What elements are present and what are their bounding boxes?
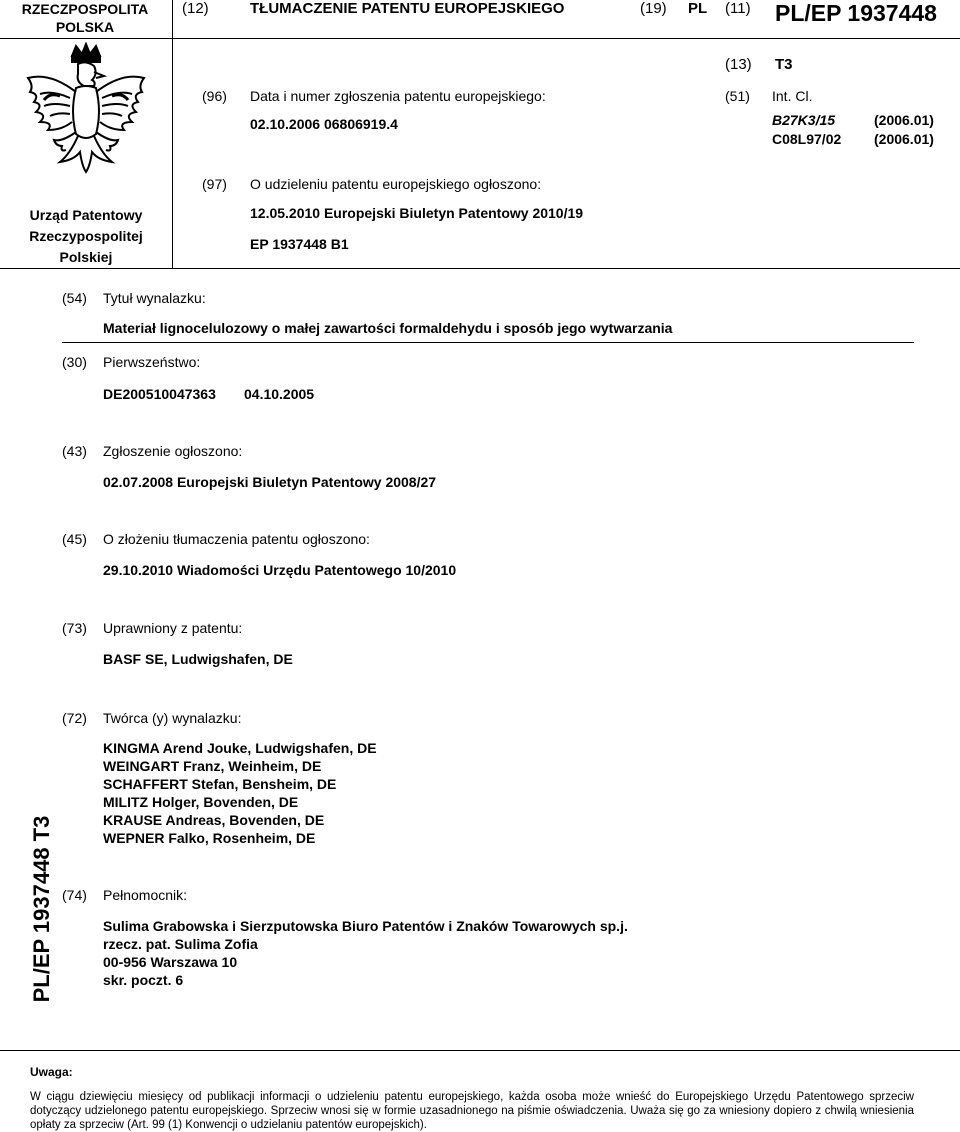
patent-number: PL/EP 1937448 (775, 0, 937, 26)
header-rule (172, 38, 960, 39)
translation-label: O złożeniu tłumaczenia patentu ogłoszono: (103, 531, 370, 547)
footer-rule (0, 1050, 960, 1051)
attorney-line: 00-956 Warszawa 10 (103, 954, 238, 970)
priority-date: 04.10.2005 (244, 386, 315, 402)
filing-value: 02.10.2006 06806919.4 (250, 116, 398, 132)
inventor: MILITZ Holger, Bovenden, DE (103, 794, 299, 810)
code-97: (97) (202, 176, 227, 192)
holder-label: Uprawniony z patentu: (103, 620, 243, 636)
code-72: (72) (62, 710, 87, 726)
code-43: (43) (62, 443, 87, 459)
code-12: (12) (182, 0, 209, 17)
attorney-block (103, 917, 628, 989)
code-51: (51) (725, 88, 750, 104)
code-11: (11) (725, 0, 751, 17)
inventor: KRAUSE Andreas, Bovenden, DE (103, 812, 325, 828)
section-rule (0, 268, 960, 269)
code-19: (19) (640, 0, 667, 17)
attorney-line: skr. poczt. 6 (103, 972, 184, 988)
code-45: (45) (62, 531, 87, 547)
inventors-list (103, 739, 377, 847)
code-74: (74) (62, 887, 87, 903)
code-73: (73) (62, 620, 87, 636)
priority-number: DE200510047363 (103, 386, 216, 402)
inventor: SCHAFFERT Stefan, Bensheim, DE (103, 776, 337, 792)
intcl-2-date: (2006.01) (874, 131, 934, 147)
title-label: Tytuł wynalazku: (103, 290, 206, 306)
priority-label: Pierwszeństwo: (103, 354, 201, 370)
notice-text: W ciągu dziewięciu miesięcy od publikacji informacji o udzieleniu patentu europejskiego, każda osoba może wnieść do Europejskiego Urzędu Patentowego sprzeciw dotyczący udzielonego patentu europejskiego. Sprzeciw wnosi się w formie uzasadnionego na piśmie oświadczenia. Uważa się go za wniesiony dopiero z chwilą wniesienia opłaty za sprzeciw (Art. 99 (1) Konwencji o udzielaniu patentów europejskich). (30, 1091, 914, 1131)
code-13: (13) (725, 56, 752, 73)
code-96: (96) (202, 88, 227, 104)
holder-value: BASF SE, Ludwigshafen, DE (103, 651, 293, 667)
intcl-label: Int. Cl. (772, 88, 813, 104)
office-name: Urząd Patentowy Rzeczypospolitej Polskiej (29, 207, 143, 265)
notice-heading: Uwaga: (30, 1065, 73, 1079)
kind-code: T3 (775, 56, 793, 73)
inventor: KINGMA Arend Jouke, Ludwigshafen, DE (103, 740, 377, 756)
invention-title: Materiał lignocelulozowy o małej zawartości formaldehydu i sposób jego wytwarzania (103, 320, 673, 336)
inventor: WEPNER Falko, Rosenheim, DE (103, 830, 316, 846)
title-rule (62, 342, 914, 343)
app-pub-value: 02.07.2008 Europejski Biuletyn Patentowy 2008/27 (103, 474, 437, 490)
inventor: WEINGART Franz, Weinheim, DE (103, 758, 322, 774)
intcl-2-code: C08L97/02 (772, 131, 842, 147)
intcl-1-date: (2006.01) (874, 112, 934, 128)
header-rule-left (0, 38, 172, 39)
grant-label: O udzieleniu patentu europejskiego ogłoszono: (250, 176, 542, 192)
grant-value: 12.05.2010 Europejski Biuletyn Patentowy 2010/19 (250, 205, 584, 221)
attorney-line: rzecz. pat. Sulima Zofia (103, 936, 258, 952)
translation-value: 29.10.2010 Wiadomości Urzędu Patentowego 10/2010 (103, 562, 457, 578)
eagle-icon (20, 42, 152, 192)
attorney-line: Sulima Grabowska i Sierzputowska Biuro Patentów i Znaków Towarowych sp.j. (103, 918, 628, 934)
intcl-1-code: B27K3/15 (772, 112, 836, 128)
attorney-label: Pełnomocnik: (103, 887, 188, 903)
eagle-emblem (20, 42, 152, 192)
side-patent-number: PL/EP 1937448 T3 (29, 815, 54, 1003)
inventors-label: Twórca (y) wynalazku: (103, 710, 242, 726)
country-name: RZECZPOSPOLITA POLSKA (21, 1, 149, 35)
grant-publication: EP 1937448 B1 (250, 236, 349, 252)
filing-label: Data i numer zgłoszenia patentu europejskiego: (250, 88, 546, 104)
country-code: PL (688, 0, 708, 17)
header-divider (172, 0, 173, 268)
app-pub-label: Zgłoszenie ogłoszono: (103, 443, 243, 459)
document-title: TŁUMACZENIE PATENTU EUROPEJSKIEGO (250, 0, 565, 17)
code-30: (30) (62, 354, 87, 370)
code-54: (54) (62, 290, 87, 306)
